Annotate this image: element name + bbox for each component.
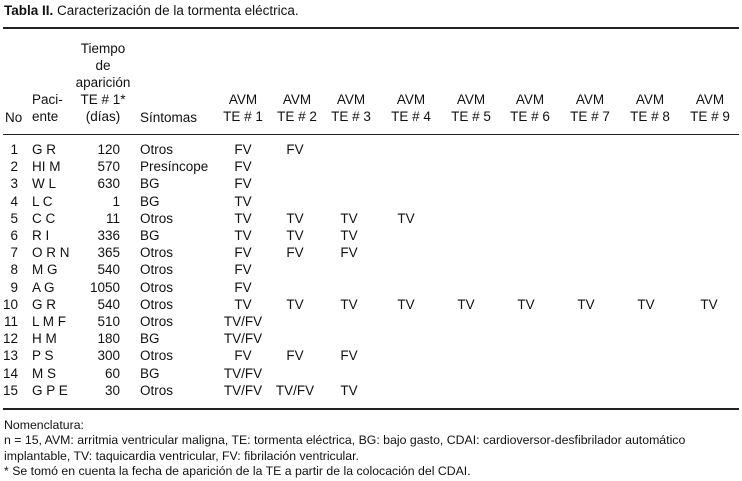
cell-avm-te-6 — [496, 244, 556, 261]
cell-avm-te-7 — [556, 175, 616, 192]
cell-avm-te-4 — [376, 175, 436, 192]
table-row — [0, 210, 742, 227]
header-sintomas: Síntomas — [140, 110, 198, 125]
header-avm-line: AVM — [515, 92, 545, 107]
cell-no: 11 — [3, 314, 18, 330]
cell-sintomas: Otros — [140, 314, 174, 330]
cell-avm-te-2 — [268, 330, 322, 347]
cell-avm-te-1: TV/FV — [223, 331, 263, 347]
cell-tiempo: 540 — [97, 262, 120, 278]
cell-avm-te-1: TV — [234, 228, 252, 244]
cell-tiempo: 30 — [104, 382, 120, 398]
footnote-line: implantable, TV: taquicardia ventricular, FV: fibrilación ventricular. — [4, 448, 359, 463]
cell-no: 13 — [2, 348, 18, 364]
cell-tiempo: 540 — [97, 296, 120, 312]
header-tiempo-line: de — [95, 58, 111, 73]
header-avm-line: TE # 3 — [331, 109, 371, 124]
cell-avm-te-5 — [436, 347, 496, 364]
cell-avm-te-8 — [616, 210, 676, 227]
header-tiempo-line: aparición — [75, 75, 131, 90]
cell-sintomas: Otros — [140, 210, 174, 226]
table-row — [0, 330, 742, 347]
cell-avm-te-4 — [376, 244, 436, 261]
header-avm-6 — [504, 91, 556, 125]
cell-avm-te-7 — [556, 141, 616, 158]
cell-avm-te-4 — [376, 158, 436, 175]
caption-label: Tabla II. — [4, 3, 54, 18]
cell-avm-te-9 — [676, 193, 742, 210]
cell-tiempo: 1050 — [89, 279, 120, 295]
cell-avm-te-5 — [436, 365, 496, 382]
cell-avm-te-7 — [556, 244, 616, 261]
header-tiempo-line: (días) — [85, 109, 121, 124]
cell-avm-te-3 — [322, 193, 376, 210]
cell-avm-te-5 — [436, 244, 496, 261]
header-avm-line: AVM — [456, 92, 486, 107]
cell-avm-te-4 — [376, 141, 436, 158]
cell-avm-te-9 — [676, 313, 742, 330]
cell-avm-te-1: TV/FV — [223, 365, 263, 381]
cell-no: 3 — [10, 176, 18, 192]
cell-avm-te-9 — [676, 279, 742, 296]
cell-avm-te-3 — [322, 261, 376, 278]
cell-avm-te-4 — [376, 193, 436, 210]
cell-avm-te-9 — [676, 382, 742, 399]
cell-avm-te-6 — [496, 227, 556, 244]
cell-paciente: O R N — [32, 245, 70, 261]
cell-tiempo: 510 — [97, 314, 120, 330]
header-avm-line: AVM — [282, 92, 312, 107]
cell-sintomas: BG — [140, 193, 160, 209]
cell-avm-te-8: TV — [637, 296, 655, 312]
cell-paciente: M G — [32, 262, 58, 278]
cell-avm-te-8 — [616, 365, 676, 382]
cell-avm-te-5 — [436, 158, 496, 175]
cell-avm-te-6: TV — [517, 296, 535, 312]
cell-no: 5 — [10, 210, 18, 226]
footnote-asterisk: * Se tomó en cuenta la fecha de aparición de la TE a partir de la colocación del CDAI. — [4, 463, 471, 478]
cell-avm-te-5 — [436, 210, 496, 227]
cell-avm-te-5 — [436, 330, 496, 347]
cell-avm-te-5 — [436, 141, 496, 158]
cell-avm-te-7 — [556, 279, 616, 296]
cell-avm-te-4 — [376, 382, 436, 399]
header-avm-line: TE # 2 — [277, 109, 317, 124]
header-avm-line: TE # 4 — [391, 109, 431, 124]
cell-avm-te-1: TV — [234, 193, 252, 209]
cell-avm-te-9 — [676, 175, 742, 192]
cell-avm-te-2 — [268, 193, 322, 210]
cell-avm-te-8 — [616, 382, 676, 399]
header-avm-line: TE # 7 — [570, 109, 610, 124]
header-rule — [3, 134, 739, 135]
cell-avm-te-6 — [496, 210, 556, 227]
cell-avm-te-7 — [556, 227, 616, 244]
cell-no: 8 — [10, 262, 18, 278]
cell-sintomas: BG — [140, 331, 160, 347]
cell-avm-te-3 — [322, 141, 376, 158]
cell-avm-te-1: TV — [234, 210, 252, 226]
cell-avm-te-4 — [376, 313, 436, 330]
table-row — [0, 382, 742, 399]
cell-avm-te-9 — [676, 158, 742, 175]
header-avm-9 — [684, 91, 736, 125]
header-no: No — [5, 110, 23, 125]
cell-avm-te-4 — [376, 261, 436, 278]
table-row — [0, 279, 742, 296]
header-avm-1 — [218, 91, 268, 125]
cell-avm-te-5 — [436, 279, 496, 296]
cell-tiempo: 1 — [112, 193, 120, 209]
cell-avm-te-3: FV — [340, 245, 358, 261]
cell-avm-te-8 — [616, 227, 676, 244]
cell-tiempo: 11 — [105, 210, 120, 226]
cell-no: 2 — [10, 159, 18, 175]
cell-paciente: L C — [32, 193, 53, 209]
cell-avm-te-8 — [616, 313, 676, 330]
cell-avm-te-4 — [376, 365, 436, 382]
cell-no: 14 — [2, 365, 18, 381]
cell-avm-te-5 — [436, 382, 496, 399]
cell-tiempo: 180 — [97, 331, 120, 347]
table-row — [0, 313, 742, 330]
cell-sintomas: Otros — [140, 348, 174, 364]
header-tiempo-line: Tiempo — [80, 41, 126, 56]
cell-avm-te-9 — [676, 227, 742, 244]
cell-avm-te-7 — [556, 330, 616, 347]
cell-avm-te-1: TV/FV — [223, 382, 263, 398]
header-paciente-line: ente — [32, 109, 59, 124]
cell-avm-te-5 — [436, 261, 496, 278]
cell-avm-te-2: TV — [286, 210, 304, 226]
cell-avm-te-2: TV/FV — [275, 382, 315, 398]
cell-avm-te-4 — [376, 330, 436, 347]
cell-avm-te-3 — [322, 175, 376, 192]
header-avm-4 — [385, 91, 437, 125]
cell-no: 6 — [10, 228, 18, 244]
cell-paciente: G R — [32, 296, 57, 312]
table-row — [0, 141, 742, 158]
cell-avm-te-9 — [676, 330, 742, 347]
cell-avm-te-1: FV — [234, 142, 252, 157]
cell-avm-te-3: TV — [340, 228, 358, 244]
cell-no: 4 — [10, 193, 18, 209]
cell-paciente: R I — [32, 228, 50, 244]
cell-avm-te-3 — [322, 365, 376, 382]
cell-paciente: L M F — [32, 314, 67, 330]
table-body — [0, 141, 742, 399]
table-row — [0, 365, 742, 382]
cell-sintomas: BG — [140, 365, 160, 381]
table-caption — [4, 3, 299, 18]
cell-avm-te-3 — [322, 330, 376, 347]
cell-sintomas: BG — [140, 176, 160, 192]
header-avm-line: AVM — [575, 92, 605, 107]
cell-avm-te-4 — [376, 227, 436, 244]
table-row — [0, 158, 742, 175]
cell-avm-te-8 — [616, 158, 676, 175]
cell-avm-te-5 — [436, 193, 496, 210]
cell-tiempo: 60 — [104, 365, 120, 381]
cell-avm-te-3: TV — [340, 296, 358, 312]
cell-sintomas: Presíncope — [140, 159, 209, 175]
cell-no: 9 — [10, 279, 18, 295]
cell-avm-te-5 — [436, 313, 496, 330]
cell-no: 7 — [10, 245, 18, 261]
cell-avm-te-3: FV — [340, 348, 358, 364]
cell-avm-te-4: TV — [397, 210, 415, 226]
table-row — [0, 347, 742, 364]
header-avm-line: TE # 6 — [510, 109, 550, 124]
cell-sintomas: Otros — [140, 245, 174, 261]
cell-avm-te-9 — [676, 261, 742, 278]
header-avm-line: TE # 1 — [223, 109, 263, 124]
cell-avm-te-5: TV — [457, 296, 475, 312]
caption-text: Caracterización de la tormenta eléctrica. — [53, 3, 299, 18]
header-avm-5 — [445, 91, 497, 125]
cell-avm-te-3: TV — [340, 382, 358, 398]
cell-paciente: P S — [32, 348, 54, 364]
header-paciente — [32, 91, 63, 125]
cell-avm-te-7 — [556, 365, 616, 382]
cell-avm-te-3 — [322, 313, 376, 330]
cell-no: 12 — [2, 331, 18, 347]
cell-sintomas: Otros — [140, 142, 174, 157]
cell-avm-te-2: TV — [286, 296, 304, 312]
cell-avm-te-3 — [322, 158, 376, 175]
header-avm-line: AVM — [635, 92, 665, 107]
cell-paciente: G R — [32, 142, 57, 157]
cell-avm-te-4 — [376, 347, 436, 364]
cell-avm-te-9 — [676, 210, 742, 227]
table-row — [0, 296, 742, 313]
header-tiempo — [68, 40, 138, 125]
data-table — [0, 141, 742, 399]
cell-tiempo: 336 — [97, 228, 120, 244]
footnotes — [4, 418, 685, 479]
cell-tiempo: 570 — [97, 159, 120, 175]
cell-avm-te-8 — [616, 330, 676, 347]
header-avm-line: AVM — [396, 92, 426, 107]
cell-avm-te-6 — [496, 175, 556, 192]
cell-avm-te-1: FV — [234, 159, 252, 175]
cell-paciente: M S — [32, 365, 57, 381]
cell-avm-te-8 — [616, 193, 676, 210]
cell-avm-te-9: TV — [700, 296, 718, 312]
header-avm-8 — [624, 91, 676, 125]
cell-avm-te-2: FV — [286, 245, 304, 261]
cell-avm-te-4 — [376, 279, 436, 296]
cell-tiempo: 365 — [97, 245, 120, 261]
cell-paciente: H M — [32, 331, 57, 347]
cell-avm-te-2: FV — [286, 142, 304, 157]
cell-avm-te-7 — [556, 313, 616, 330]
cell-avm-te-2 — [268, 158, 322, 175]
table-row — [0, 261, 742, 278]
cell-avm-te-7 — [556, 158, 616, 175]
cell-avm-te-6 — [496, 382, 556, 399]
cell-avm-te-2 — [268, 261, 322, 278]
cell-paciente: HI M — [32, 159, 61, 175]
cell-avm-te-2 — [268, 365, 322, 382]
cell-avm-te-7 — [556, 382, 616, 399]
bottom-rule — [3, 408, 739, 410]
cell-avm-te-6 — [496, 313, 556, 330]
header-paciente-line: Paci- — [32, 92, 63, 107]
table-row — [0, 193, 742, 210]
cell-avm-te-9 — [676, 347, 742, 364]
cell-avm-te-8 — [616, 141, 676, 158]
cell-avm-te-3 — [322, 279, 376, 296]
header-avm-line: TE # 9 — [690, 109, 730, 124]
cell-avm-te-1: FV — [234, 279, 252, 295]
cell-avm-te-7: TV — [577, 296, 595, 312]
cell-avm-te-5 — [436, 175, 496, 192]
cell-avm-te-8 — [616, 175, 676, 192]
cell-avm-te-8 — [616, 279, 676, 296]
cell-paciente: G P E — [32, 382, 68, 398]
table-row — [0, 175, 742, 192]
cell-sintomas: Otros — [140, 296, 174, 312]
cell-avm-te-9 — [676, 141, 742, 158]
cell-avm-te-1: FV — [234, 262, 252, 278]
top-rule — [3, 27, 739, 29]
cell-avm-te-6 — [496, 141, 556, 158]
cell-sintomas: Otros — [140, 382, 174, 398]
header-avm-line: AVM — [336, 92, 366, 107]
cell-avm-te-6 — [496, 279, 556, 296]
cell-avm-te-8 — [616, 347, 676, 364]
cell-avm-te-6 — [496, 347, 556, 364]
cell-avm-te-1: TV/FV — [223, 314, 263, 330]
cell-tiempo: 120 — [97, 142, 120, 157]
cell-no: 15 — [2, 382, 18, 398]
cell-paciente: A G — [32, 279, 55, 295]
cell-avm-te-4: TV — [397, 296, 415, 312]
table-row — [0, 227, 742, 244]
cell-avm-te-6 — [496, 193, 556, 210]
cell-avm-te-5 — [436, 227, 496, 244]
cell-tiempo: 300 — [97, 348, 120, 364]
cell-avm-te-1: FV — [234, 348, 252, 364]
cell-avm-te-1: TV — [234, 296, 252, 312]
header-avm-7 — [564, 91, 616, 125]
header-tiempo-line: TE # 1* — [80, 92, 126, 107]
cell-avm-te-7 — [556, 193, 616, 210]
cell-avm-te-7 — [556, 210, 616, 227]
header-avm-line: AVM — [695, 92, 725, 107]
header-avm-line: AVM — [228, 92, 258, 107]
cell-avm-te-7 — [556, 347, 616, 364]
footnote-line: n = 15, AVM: arritmia ventricular maligna, TE: tormenta eléctrica, BG: bajo gasto, CDAI: cardioversor-desfibrilador automático — [4, 433, 686, 448]
cell-avm-te-9 — [676, 244, 742, 261]
cell-paciente: W L — [32, 176, 57, 192]
cell-avm-te-6 — [496, 365, 556, 382]
cell-avm-te-2: FV — [286, 348, 304, 364]
cell-avm-te-1: FV — [234, 245, 252, 261]
cell-avm-te-6 — [496, 330, 556, 347]
cell-no: 10 — [2, 296, 18, 312]
cell-avm-te-1: FV — [234, 176, 252, 192]
header-avm-line: TE # 8 — [630, 109, 670, 124]
cell-sintomas: Otros — [140, 262, 174, 278]
footnote-title: Nomenclatura: — [4, 418, 84, 432]
cell-avm-te-2 — [268, 313, 322, 330]
cell-avm-te-3: TV — [340, 210, 358, 226]
cell-sintomas: BG — [140, 228, 160, 244]
cell-avm-te-2 — [268, 279, 322, 296]
header-avm-3 — [326, 91, 376, 125]
cell-avm-te-2: TV — [286, 228, 304, 244]
header-avm-line: TE # 5 — [451, 109, 491, 124]
cell-sintomas: Otros — [140, 279, 174, 295]
cell-avm-te-8 — [616, 261, 676, 278]
table-row — [0, 244, 742, 261]
cell-avm-te-6 — [496, 261, 556, 278]
cell-avm-te-7 — [556, 261, 616, 278]
cell-avm-te-8 — [616, 244, 676, 261]
cell-avm-te-2 — [268, 175, 322, 192]
cell-paciente: C C — [32, 210, 56, 226]
cell-tiempo: 630 — [97, 176, 120, 192]
cell-avm-te-9 — [676, 365, 742, 382]
cell-avm-te-6 — [496, 158, 556, 175]
cell-no: 1 — [10, 142, 18, 157]
header-avm-2 — [272, 91, 322, 125]
